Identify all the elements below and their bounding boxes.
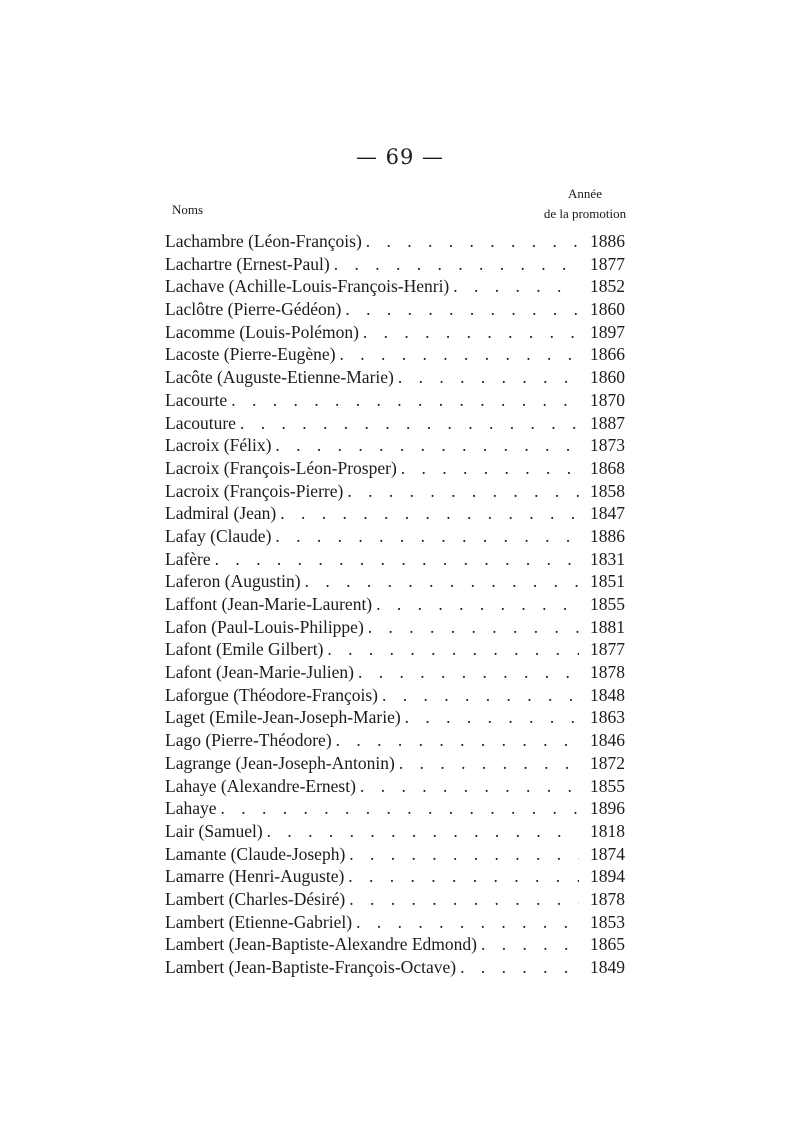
- entry-year: 1878: [590, 888, 625, 909]
- entry-name: Lachartre (Ernest-Paul): [165, 253, 330, 274]
- entry-name: Lafont (Emile Gilbert): [165, 639, 324, 660]
- dot-leader: [340, 343, 579, 366]
- year-column-header-line1: Année: [568, 186, 602, 201]
- entry-name: Lachave (Achille-Louis-François-Henri): [165, 276, 450, 297]
- entry-year: 1868: [590, 457, 625, 478]
- dot-leader: [275, 434, 579, 457]
- entry-year: 1853: [590, 911, 625, 932]
- entry-name: Lamarre (Henri-Auguste): [165, 866, 345, 887]
- entry-year: 1886: [590, 231, 625, 251]
- list-item: [165, 502, 625, 525]
- entry-name: Lacourte: [165, 389, 228, 410]
- entry-name: Lacroix (François-Pierre): [165, 480, 344, 501]
- list-item: [165, 638, 625, 661]
- dot-leader: [363, 321, 579, 344]
- entry-year: 1818: [590, 820, 625, 841]
- entry-name: Lachambre (Léon-François): [165, 231, 362, 251]
- dot-leader: [360, 775, 579, 798]
- dot-leader: [280, 502, 579, 525]
- list-item: [165, 366, 625, 389]
- list-item: [165, 911, 625, 934]
- list-item: [165, 661, 625, 684]
- entry-year: 1873: [590, 435, 625, 456]
- dot-leader: [460, 956, 579, 979]
- dot-leader: [275, 525, 579, 548]
- entry-name: Lamante (Claude-Joseph): [165, 843, 346, 864]
- list-item: [165, 843, 625, 866]
- list-item: [165, 230, 625, 253]
- entry-year: 1855: [590, 775, 625, 796]
- entry-year: 1874: [590, 843, 625, 864]
- entry-year: 1877: [590, 253, 625, 274]
- entry-year: 1897: [590, 321, 625, 342]
- list-item: [165, 593, 625, 616]
- entry-year: 1872: [590, 752, 625, 773]
- entry-year: 1849: [590, 957, 625, 977]
- list-item: [165, 570, 625, 593]
- entry-name: Lacroix (François-Léon-Prosper): [165, 457, 397, 478]
- list-item: [165, 480, 625, 503]
- list-item: [165, 548, 625, 571]
- list-item: [165, 525, 625, 548]
- list-item: [165, 706, 625, 729]
- entry-name: Lafon (Paul-Louis-Philippe): [165, 616, 364, 637]
- dot-leader: [481, 933, 579, 956]
- entry-name: Lacoste (Pierre-Eugène): [165, 344, 336, 365]
- entry-name: Laforgue (Théodore-François): [165, 684, 378, 705]
- dot-leader: [398, 366, 579, 389]
- list-item: [165, 684, 625, 707]
- list-item: [165, 775, 625, 798]
- entry-year: 1863: [590, 707, 625, 728]
- entry-year: 1865: [590, 934, 625, 955]
- entry-name: Ladmiral (Jean): [165, 503, 277, 524]
- entry-name: Lagrange (Jean-Joseph-Antonin): [165, 752, 395, 773]
- dot-leader: [348, 865, 579, 888]
- entry-name: Laclôtre (Pierre-Gédéon): [165, 299, 342, 320]
- entry-year: 1886: [590, 525, 625, 546]
- list-item: [165, 389, 625, 412]
- dot-leader: [401, 457, 579, 480]
- entry-list: [165, 230, 625, 979]
- dot-leader: [215, 548, 579, 571]
- dot-leader: [267, 820, 579, 843]
- entry-name: Lacouture: [165, 412, 236, 433]
- entry-year: 1855: [590, 594, 625, 614]
- entry-name: Lacomme (Louis-Polémon): [165, 321, 359, 342]
- entry-year: 1860: [590, 367, 625, 388]
- entry-name: Lair (Samuel): [165, 820, 263, 841]
- entry-name: Lafay (Claude): [165, 525, 272, 546]
- entry-name: Lacôte (Auguste-Etienne-Marie): [165, 367, 394, 388]
- list-item: [165, 729, 625, 752]
- entry-year: 1866: [590, 344, 625, 365]
- list-item: [165, 616, 625, 639]
- entry-year: 1831: [590, 548, 625, 569]
- entry-name: Lahaye (Alexandre-Ernest): [165, 775, 356, 796]
- page-number: — 69 —: [355, 145, 445, 169]
- dot-leader: [358, 661, 579, 684]
- list-item: [165, 933, 625, 956]
- entry-year: 1878: [590, 662, 625, 683]
- dot-leader: [327, 638, 579, 661]
- dot-leader: [368, 616, 579, 639]
- list-item: [165, 412, 625, 435]
- list-item: [165, 434, 625, 457]
- entry-name: Laferon (Augustin): [165, 571, 301, 592]
- list-item: [165, 343, 625, 366]
- list-item: [165, 820, 625, 843]
- entry-year: 1877: [590, 639, 625, 660]
- dot-leader: [240, 412, 579, 435]
- list-item: [165, 275, 625, 298]
- dot-leader: [347, 480, 579, 503]
- entry-year: 1852: [590, 276, 625, 297]
- list-item: [165, 457, 625, 480]
- entry-name: Lambert (Jean-Baptiste-Alexandre Edmond): [165, 934, 477, 955]
- entry-year: 1881: [590, 616, 625, 637]
- list-item: [165, 752, 625, 775]
- dot-leader: [376, 593, 579, 616]
- entry-year: 1870: [590, 389, 625, 410]
- dot-leader: [334, 253, 579, 276]
- list-item: [165, 321, 625, 344]
- entry-year: 1896: [590, 798, 625, 819]
- entry-name: Lafère: [165, 548, 211, 569]
- entry-year: 1860: [590, 299, 625, 320]
- dot-leader: [221, 797, 580, 820]
- name-column-header: Noms: [172, 202, 204, 217]
- list-item: [165, 865, 625, 888]
- entry-name: Lahaye: [165, 798, 217, 819]
- list-item: [165, 956, 625, 979]
- list-item: [165, 797, 625, 820]
- entry-year: 1858: [590, 480, 625, 501]
- dot-leader: [349, 888, 579, 911]
- entry-name: Lacroix (Félix): [165, 435, 272, 456]
- entry-year: 1847: [590, 503, 625, 524]
- dot-leader: [336, 729, 579, 752]
- dot-leader: [366, 230, 579, 253]
- dot-leader: [453, 275, 579, 298]
- dot-leader: [349, 843, 579, 866]
- entry-name: Lafont (Jean-Marie-Julien): [165, 662, 355, 683]
- year-column-header-line2: de la promotion: [543, 206, 627, 221]
- dot-leader: [305, 570, 579, 593]
- year-column-header: [520, 184, 650, 224]
- dot-leader: [382, 684, 579, 707]
- dot-leader: [231, 389, 579, 412]
- entry-year: 1894: [590, 866, 625, 887]
- entry-name: Lago (Pierre-Théodore): [165, 730, 332, 751]
- entry-name: Lambert (Etienne-Gabriel): [165, 911, 353, 932]
- entry-name: Lambert (Charles-Désiré): [165, 888, 346, 909]
- list-item: [165, 888, 625, 911]
- entry-name: Lambert (Jean-Baptiste-François-Octave): [165, 957, 457, 977]
- entry-year: 1846: [590, 730, 625, 751]
- entry-year: 1848: [590, 684, 625, 705]
- entry-name: Laffont (Jean-Marie-Laurent): [165, 594, 373, 614]
- dot-leader: [399, 752, 579, 775]
- dot-leader: [405, 706, 579, 729]
- dot-leader: [345, 298, 579, 321]
- entry-year: 1851: [590, 571, 625, 592]
- entry-name: Laget (Emile-Jean-Joseph-Marie): [165, 707, 401, 728]
- list-item: [165, 298, 625, 321]
- list-item: [165, 253, 625, 276]
- entry-year: 1887: [590, 412, 625, 433]
- dot-leader: [356, 911, 579, 934]
